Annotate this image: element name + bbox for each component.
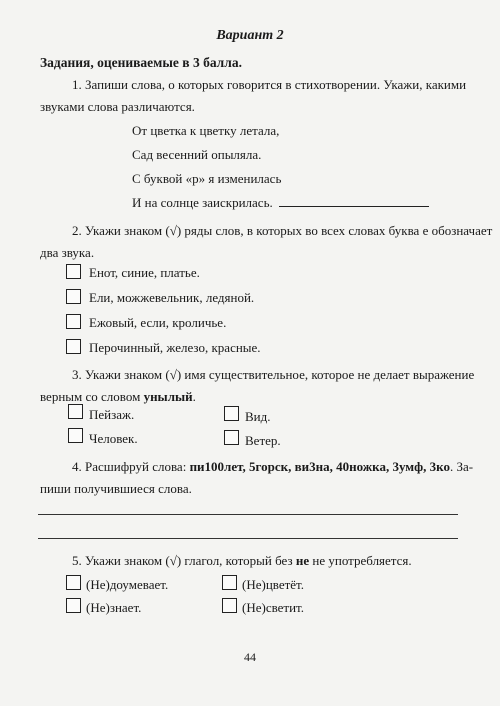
checkbox[interactable] <box>68 404 83 419</box>
page-title: Вариант 2 <box>216 28 284 43</box>
answer-line[interactable] <box>38 514 458 515</box>
answer-blank[interactable] <box>279 205 429 207</box>
option-label: Перочинный, железо, красные. <box>89 340 261 355</box>
option-label: Ели, можжевельник, ледяной. <box>89 290 255 305</box>
page-number: 44 <box>244 650 256 664</box>
task1-line2: звуками слова различаются. <box>40 99 195 114</box>
task1-line1: 1. Запиши слова, о которых говорится в стихотворении. Укажи, какими <box>72 77 467 92</box>
section-heading: Задания, оцениваемые в 3 балла. <box>40 55 242 70</box>
poem-line: И на солнце заискрилась. <box>132 195 273 210</box>
checkbox[interactable] <box>222 598 237 613</box>
option-label: (Не)знает. <box>86 600 142 615</box>
task2-line1: 2. Укажи знаком (√) ряды слов, в которых во всех словах буква е обозначает <box>72 223 493 238</box>
task5-line1 <box>72 552 412 569</box>
option-label: Енот, синие, платье. <box>89 265 200 280</box>
answer-line[interactable] <box>38 538 458 539</box>
text-span: верным со словом <box>40 389 144 404</box>
emphasized-word: унылый <box>143 389 193 404</box>
text-span: 5. Укажи знаком (√) глагол, который без <box>72 553 296 568</box>
encoded-words: пи100лет, 5горск, ви3на, 40ножка, 3умф, 3ко <box>189 459 450 474</box>
option-label: Пейзаж. <box>89 407 135 422</box>
option-label: Ежовый, если, кроличье. <box>89 315 227 330</box>
option-label: Человек. <box>89 431 138 446</box>
emphasized-word: не <box>295 553 310 568</box>
checkbox[interactable] <box>66 339 81 354</box>
checkbox[interactable] <box>66 314 81 329</box>
checkbox[interactable] <box>66 575 81 590</box>
option-label: Вид. <box>245 409 271 424</box>
checkbox[interactable] <box>66 264 81 279</box>
option-label: Ветер. <box>245 433 281 448</box>
option-label: (Не)светит. <box>242 600 305 615</box>
checkbox[interactable] <box>66 598 81 613</box>
option-label: (Не)доумевает. <box>86 577 169 592</box>
text-span: 4. Расшифруй слова: <box>72 459 190 474</box>
checkbox[interactable] <box>224 406 239 421</box>
poem-line: От цветка к цветку летала, <box>132 123 280 138</box>
text-span: . <box>192 389 196 404</box>
task3-line1: 3. Укажи знаком (√) имя существительное, которое не делает выражение <box>72 367 475 382</box>
option-label: (Не)цветёт. <box>242 577 305 592</box>
poem-line: Сад весенний опыляла. <box>132 147 262 162</box>
checkbox[interactable] <box>66 289 81 304</box>
checkbox[interactable] <box>222 575 237 590</box>
task3-line2 <box>40 388 196 405</box>
task2-line2: два звука. <box>40 245 95 260</box>
text-span: не употребляется. <box>309 553 412 568</box>
checkbox[interactable] <box>224 430 239 445</box>
task4-line2: пиши получившиеся слова. <box>40 481 192 496</box>
checkbox[interactable] <box>68 428 83 443</box>
poem-line-with-blank <box>132 194 429 211</box>
task4-line1 <box>72 458 473 475</box>
poem-line: С буквой «р» я изменилась <box>132 171 282 186</box>
text-span: . За- <box>449 459 474 474</box>
